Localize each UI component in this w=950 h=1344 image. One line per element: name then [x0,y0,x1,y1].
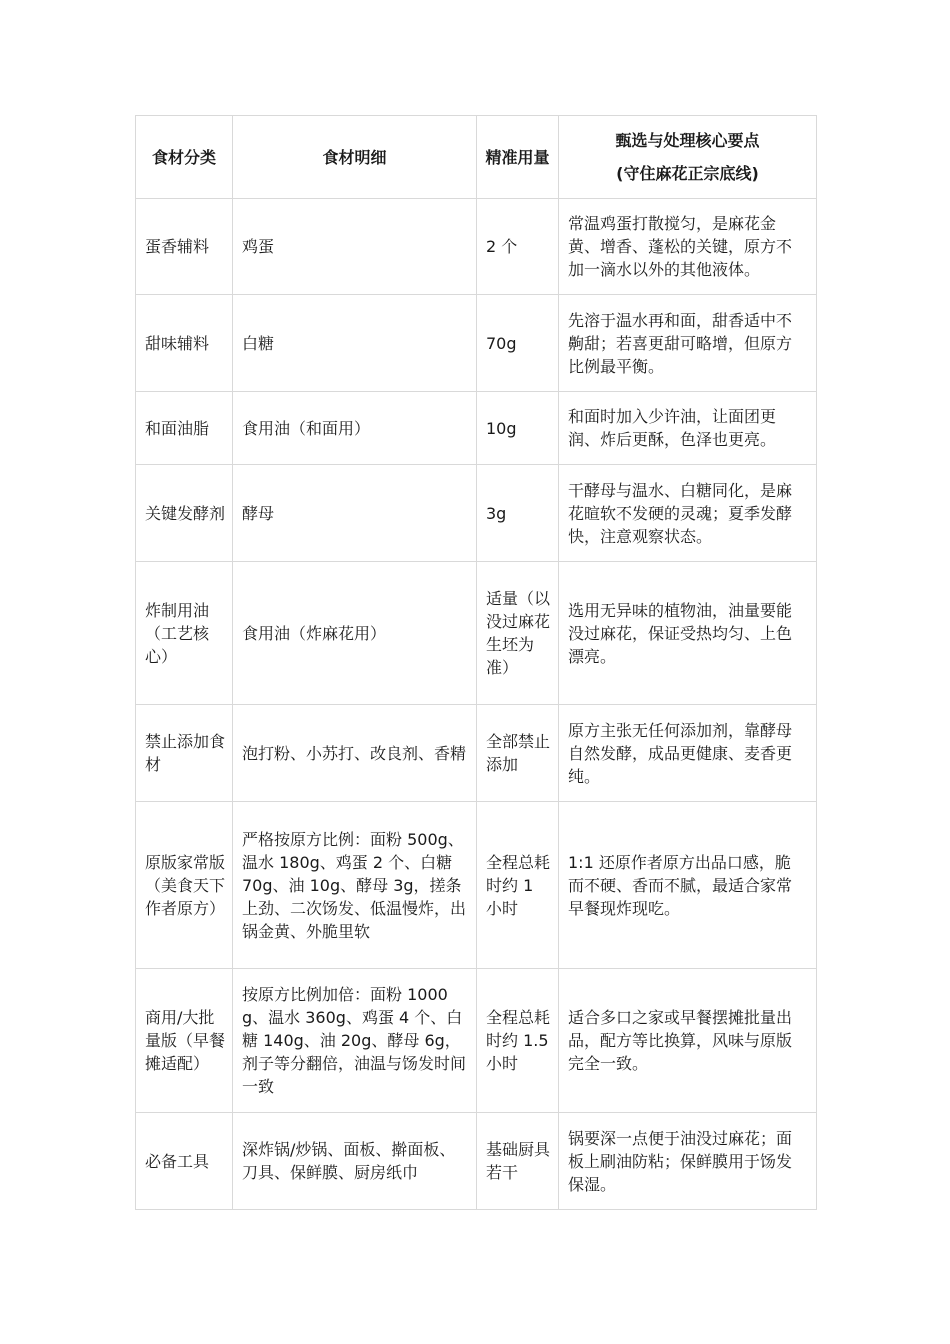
cell-category: 蛋香辅料 [136,199,233,295]
document-page [135,115,816,1210]
cell-amount: 70g [477,295,559,392]
cell-detail: 酵母 [233,465,477,562]
header-tips-title: 甄选与处理核心要点 [615,131,760,150]
cell-tips: 选用无异味的植物油，油量要能没过麻花，保证受热均匀、上色漂亮。 [559,562,817,705]
cell-amount: 全程总耗时约 1.5 小时 [477,969,559,1113]
table-header-row [136,116,817,199]
cell-category: 商用/大批量版（早餐摊适配） [136,969,233,1113]
cell-category: 禁止添加食材 [136,705,233,802]
cell-detail: 深炸锅/炒锅、面板、擀面板、刀具、保鲜膜、厨房纸巾 [233,1113,477,1210]
cell-amount: 基础厨具若干 [477,1113,559,1210]
header-detail: 食材明细 [233,116,477,199]
table-row [136,1113,817,1210]
cell-detail: 鸡蛋 [233,199,477,295]
table-row [136,465,817,562]
header-tips [559,116,817,199]
table-row [136,562,817,705]
table-row [136,802,817,969]
header-amount: 精准用量 [477,116,559,199]
table-row [136,969,817,1113]
cell-amount: 适量（以没过麻花生坯为准） [477,562,559,705]
cell-amount: 2 个 [477,199,559,295]
cell-category: 关键发酵剂 [136,465,233,562]
cell-category: 和面油脂 [136,392,233,465]
table-row [136,705,817,802]
ingredients-table [135,115,817,1210]
cell-category: 甜味辅料 [136,295,233,392]
cell-detail: 按原方比例加倍：面粉 1000g、温水 360g、鸡蛋 4 个、白糖 140g、油 20g、酵母 6g，剂子等分翻倍，油温与饧发时间一致 [233,969,477,1113]
table-row [136,392,817,465]
cell-amount: 3g [477,465,559,562]
cell-detail: 食用油（和面用） [233,392,477,465]
cell-tips: 1:1 还原作者原方出品口感，脆而不硬、香而不腻，最适合家常早餐现炸现吃。 [559,802,817,969]
cell-detail: 食用油（炸麻花用） [233,562,477,705]
cell-tips: 锅要深一点便于油没过麻花；面板上刷油防粘；保鲜膜用于饧发保湿。 [559,1113,817,1210]
cell-category: 炸制用油（工艺核心） [136,562,233,705]
cell-tips: 常温鸡蛋打散搅匀，是麻花金黄、增香、蓬松的关键，原方不加一滴水以外的其他液体。 [559,199,817,295]
cell-amount: 全程总耗时约 1 小时 [477,802,559,969]
cell-tips: 干酵母与温水、白糖同化，是麻花暄软不发硬的灵魂；夏季发酵快，注意观察状态。 [559,465,817,562]
header-category: 食材分类 [136,116,233,199]
cell-tips: 先溶于温水再和面，甜香适中不齁甜；若喜更甜可略增，但原方比例最平衡。 [559,295,817,392]
cell-tips: 原方主张无任何添加剂，靠酵母自然发酵，成品更健康、麦香更纯。 [559,705,817,802]
header-tips-subtitle: (守住麻花正宗底线) [616,164,759,183]
cell-category: 必备工具 [136,1113,233,1210]
cell-amount: 10g [477,392,559,465]
cell-tips: 和面时加入少许油，让面团更润、炸后更酥，色泽也更亮。 [559,392,817,465]
table-row [136,199,817,295]
cell-detail: 白糖 [233,295,477,392]
cell-category: 原版家常版（美食天下作者原方） [136,802,233,969]
table-row [136,295,817,392]
cell-detail: 泡打粉、小苏打、改良剂、香精 [233,705,477,802]
cell-tips: 适合多口之家或早餐摆摊批量出品，配方等比换算，风味与原版完全一致。 [559,969,817,1113]
cell-detail: 严格按原方比例：面粉 500g、温水 180g、鸡蛋 2 个、白糖 70g、油 10g、酵母 3g，搓条上劲、二次饧发、低温慢炸，出锅金黄、外脆里软 [233,802,477,969]
cell-amount: 全部禁止添加 [477,705,559,802]
